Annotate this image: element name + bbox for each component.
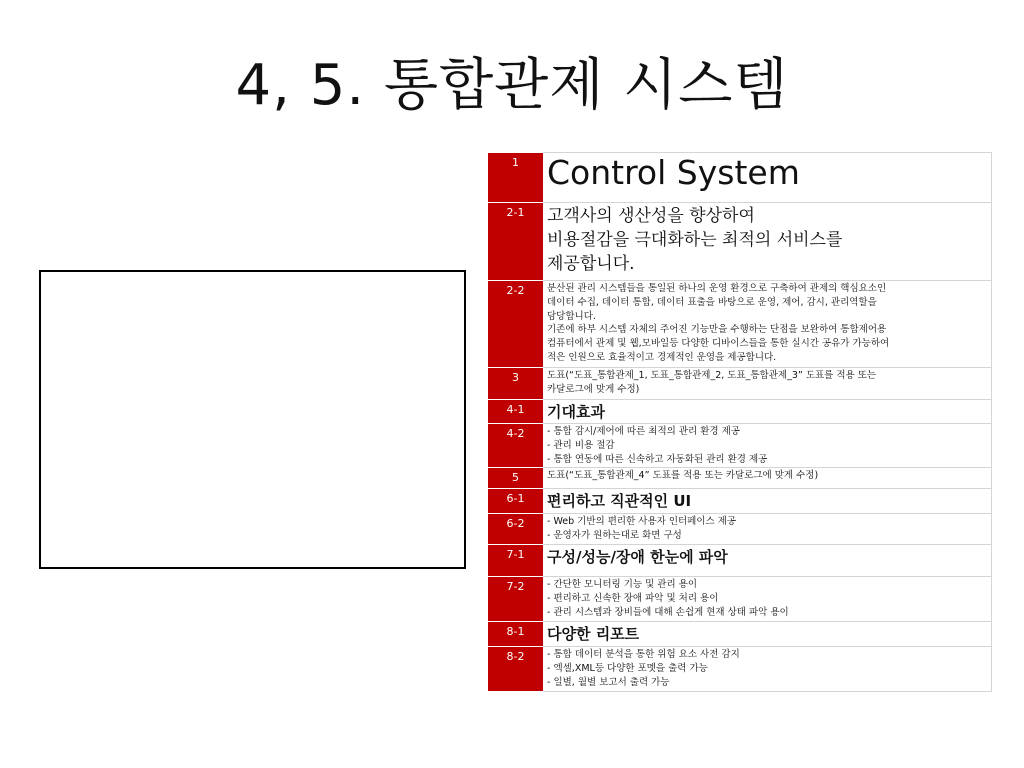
row-content (544, 545, 992, 577)
table-row-2-1 (488, 203, 992, 281)
row-content (544, 468, 992, 489)
intro-text: 고객사의 생산성을 향상하여 비용절감을 극대화하는 최적의 서비스를 제공합니다. (547, 206, 843, 275)
row-content (544, 203, 992, 281)
section-heading: 다양한 리포트 (547, 625, 640, 644)
row-content (544, 424, 992, 468)
content-table (487, 152, 992, 692)
row-number: 8-1 (488, 622, 544, 647)
section-heading: 기대효과 (547, 403, 605, 421)
row-content (544, 281, 992, 368)
table-row-5 (488, 468, 992, 489)
table-row-3 (488, 368, 992, 400)
bullet-list: - 통합 감시/제어에 따른 최적의 관리 환경 제공 - 관리 비용 절감 - 통합 연동에 따른 신속하고 자동화된 관리 환경 제공 (547, 426, 768, 465)
table-row-4-2 (488, 424, 992, 468)
row-number: 7-1 (488, 545, 544, 577)
table-row-2-2 (488, 281, 992, 368)
row-content (544, 153, 992, 203)
row-number: 6-2 (488, 514, 544, 545)
row-number: 5 (488, 468, 544, 489)
row-content (544, 400, 992, 424)
page-title: 4, 5. 통합관제 시스템 (235, 53, 789, 118)
row-number: 1 (488, 153, 544, 203)
row-content (544, 577, 992, 622)
row-content (544, 647, 992, 691)
table-row-7-2 (488, 577, 992, 622)
row-content (544, 368, 992, 400)
row-number: 7-2 (488, 577, 544, 622)
row-number: 2-1 (488, 203, 544, 281)
table-row-4-1 (488, 400, 992, 424)
row-content (544, 622, 992, 647)
row-number: 6-1 (488, 489, 544, 514)
description-text: 분산된 관리 시스템들을 통일된 하나의 운영 환경으로 구축하여 관제의 핵심요소인 데이터 수집, 데이터 통합, 데이터 표출을 바탕으로 운영, 제어, 감시, 관리역할을 담당합니다. 기존에 하부 시스템 자체의 주어진 기능만을 수행하는 단점을 보완하여 통합제어용 컴퓨터에서 관제 및 웹,모바일등 다양한 디바이스들을 통한 실시간 공유가 가능하여 적은 인원으로 효율적이고 경제적인 운영을 제공합니다. (547, 283, 890, 363)
section-heading: 구성/성능/장애 한눈에 파악 (547, 548, 728, 567)
image-placeholder (39, 270, 466, 569)
table-row-1 (488, 153, 992, 203)
row-number: 4-2 (488, 424, 544, 468)
row-number: 2-2 (488, 281, 544, 368)
table-row-7-1 (488, 545, 992, 577)
diagram-note: 도표(“도표_통합관제_4” 도표를 적용 또는 카달로그에 맞게 수정) (547, 470, 819, 482)
row-number: 4-1 (488, 400, 544, 424)
row-number: 8-2 (488, 647, 544, 691)
bullet-list: - 간단한 모니터링 기능 및 관리 용이 - 편리하고 신속한 장애 파악 및 처리 용이 - 관리 시스템과 장비들에 대해 손쉽게 현재 상태 파악 용이 (547, 579, 789, 618)
table-row-6-1 (488, 489, 992, 514)
row-content (544, 514, 992, 545)
section-heading: 편리하고 직관적인 UI (547, 492, 692, 511)
row-number: 3 (488, 368, 544, 400)
table-row-8-1 (488, 622, 992, 647)
diagram-note: 도표(“도표_통합관제_1, 도표_통합관제_2, 도표_통합관제_3” 도표를 적용 또는 카달로그에 맞게 수정) (547, 370, 877, 395)
row-content (544, 489, 992, 514)
table-row-8-2 (488, 647, 992, 691)
table-row-6-2 (488, 514, 992, 545)
bullet-list: - Web 기반의 편리한 사용자 인터페이스 제공 - 운영자가 원하는대로 화면 구성 (547, 516, 737, 542)
bullet-list: - 통합 데이터 분석을 통한 위험 요소 사전 감지 - 엑셀,XML등 다양한 포멧을 출력 가능 - 일별, 월별 보고서 출력 가능 (547, 649, 740, 688)
main-heading: Control System (547, 153, 800, 192)
